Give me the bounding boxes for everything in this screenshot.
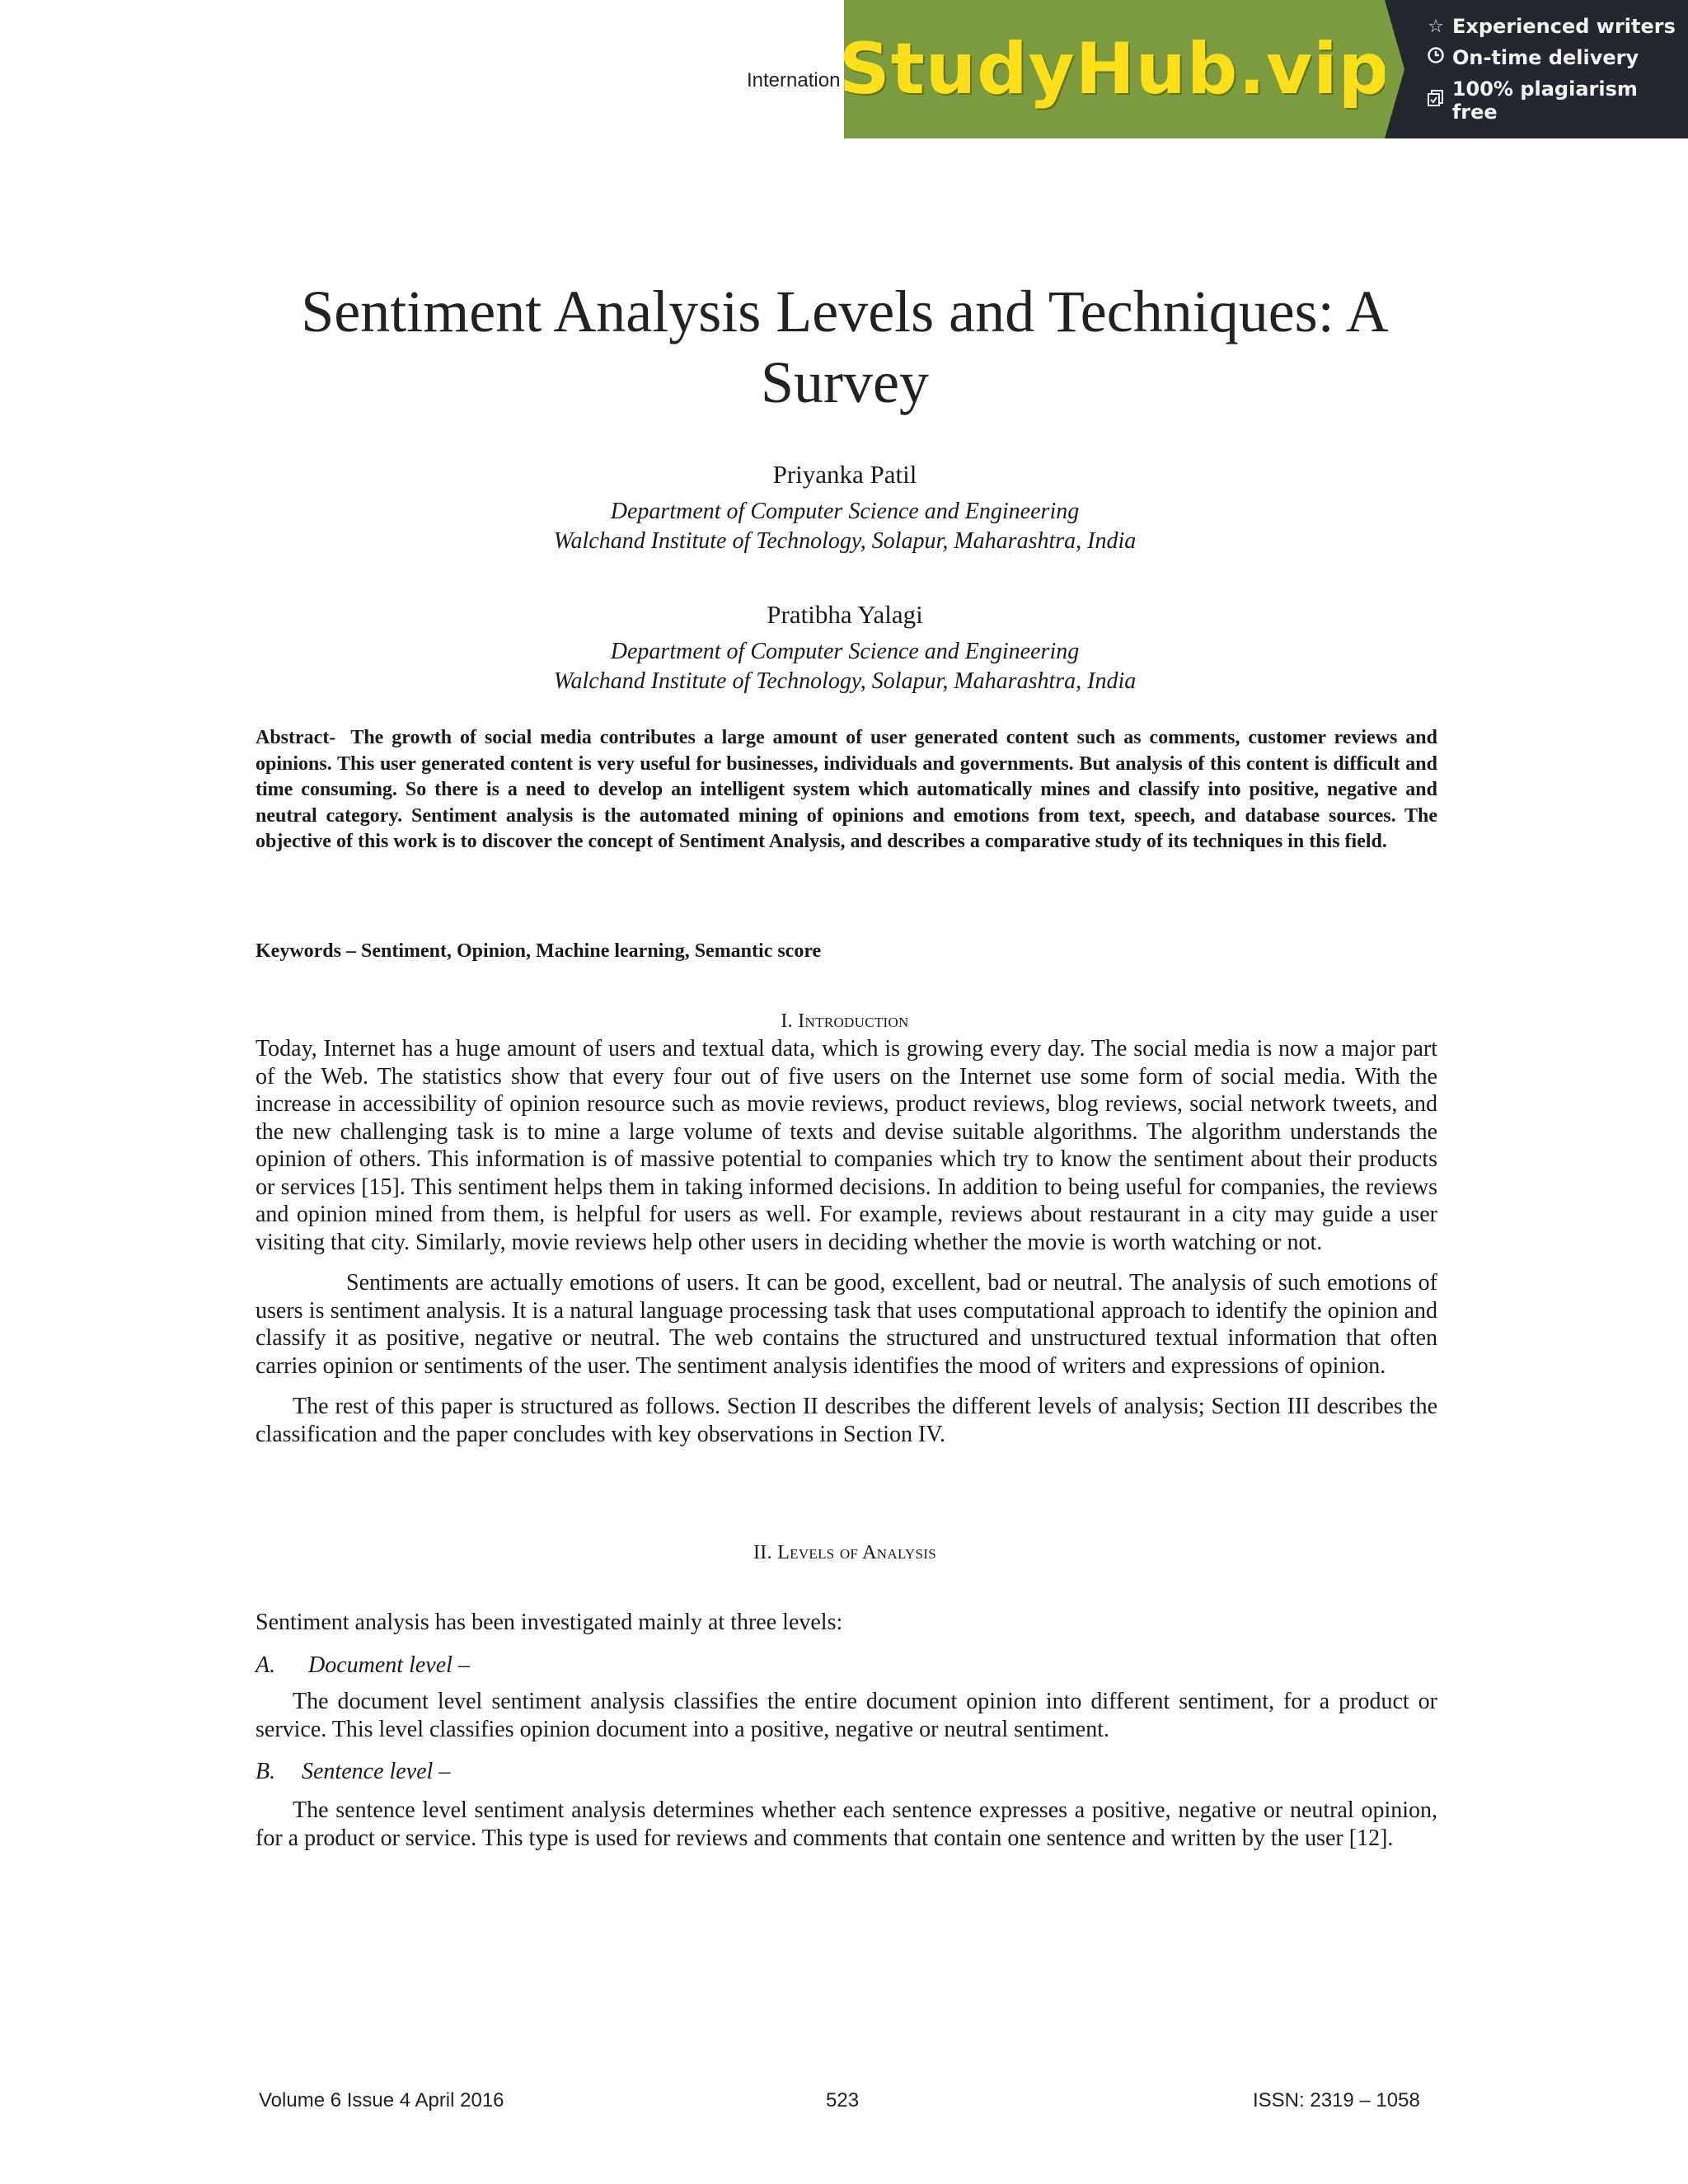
paragraph: The document level sentiment analysis classifies the entire document opinion into different sentiment, for a product or service. This level classifies opinion document into a positive, negative or neutral sentiment.	[256, 1689, 1437, 1742]
section-body	[256, 1035, 1437, 1448]
paragraph: The rest of this paper is structured as follows. Section II describes the different levels of analysis; Section III describes the classification and the paper concludes with key observations in Section IV.	[256, 1394, 1437, 1447]
journal-header: Internation	[747, 69, 841, 91]
feature-label: On-time delivery	[1452, 46, 1639, 69]
copy-check-icon	[1426, 89, 1446, 112]
paragraph: The sentence level sentiment analysis determines whether each sentence expresses a positive, negative or neutral opinion, for a product or service. This type is used for reviews and comments that contain one sentence and written by the user [12].	[256, 1797, 1437, 1851]
title-line: Survey	[761, 349, 929, 415]
studyhub-banner[interactable]	[838, 0, 1688, 138]
abstract-text: The growth of social media contributes a large amount of user generated content such as comments, customer reviews and opinions. This user generated content is very useful for businesses, individuals and governments. But analysis of this content is difficult and time consuming. So there is a need to develop an intelligent system which automatically mines and classify into positive, negative and neutral category. Sentiment analysis is the automated mining of opinions and emotions from text, speech, and database sources. The objective of this work is to discover the concept of Sentiment Analysis, and describes a comparative study of its techniques in this field.	[256, 727, 1437, 852]
footer-volume: Volume 6 Issue 4 April 2016	[259, 2089, 504, 2111]
author-institute: Walchand Institute of Technology, Solapur, Maharashtra, India	[553, 668, 1137, 694]
section-heading	[247, 1010, 1442, 1033]
author-name: Pratibha Yalagi	[767, 600, 923, 629]
feature-experienced-writers	[1426, 15, 1688, 38]
footer-issn: ISSN: 2319 – 1058	[1253, 2089, 1420, 2111]
feature-on-time-delivery	[1426, 46, 1688, 69]
footer-page-number: 523	[826, 2089, 860, 2111]
star-icon: ☆	[1428, 16, 1444, 37]
paper-title	[247, 276, 1442, 418]
abstract-label: Abstract-	[256, 727, 336, 748]
section-heading	[247, 1542, 1442, 1564]
title-line: Sentiment Analysis Levels and Techniques: A	[301, 279, 1389, 344]
author-department: Department of Computer Science and Engineering	[610, 499, 1080, 524]
author-name: Priyanka Patil	[772, 460, 917, 489]
feature-label: Experienced writers	[1452, 15, 1676, 38]
feature-plagiarism-free	[1426, 77, 1688, 124]
paragraph: Sentiments are actually emotions of users. It can be good, excellent, bad or neutral. The analysis of such emotions of users is sentiment analysis. It is a natural language processing task that uses computational approach to identify the opinion and classify it as positive, negative or neutral. The web contains the structured and unstructured textual information that often carries opinion or sentiments of the user. The sentiment analysis identifies the mood of writers and expressions of opinion.	[256, 1270, 1437, 1379]
subsection-title: Document level –	[308, 1652, 470, 1678]
author-affiliation	[247, 637, 1442, 696]
banner-brand-panel[interactable]	[838, 0, 1390, 138]
studyhub-logo[interactable]: StudyHub.vip	[838, 28, 1390, 110]
subsection-heading	[256, 1652, 470, 1679]
author-affiliation	[247, 497, 1442, 556]
paragraph: Sentiment analysis has been investigated mainly at three levels:	[256, 1610, 843, 1635]
author-department: Department of Computer Science and Engineering	[610, 639, 1080, 664]
feature-label: 100% plagiarism free	[1451, 77, 1638, 124]
section-number: I.	[781, 1010, 799, 1032]
subsection-number: B.	[256, 1759, 276, 1784]
section-title: Introduction	[798, 1010, 909, 1032]
subsection-heading	[256, 1759, 450, 1785]
banner-features	[1385, 0, 1688, 138]
abstract	[256, 725, 1437, 855]
clock-icon	[1426, 46, 1446, 69]
keywords: Keywords – Sentiment, Opinion, Machine learning, Semantic score	[256, 940, 822, 962]
author-institute: Walchand Institute of Technology, Solapur, Maharashtra, India	[553, 528, 1137, 554]
paragraph: Today, Internet has a huge amount of users and textual data, which is growing every day. The social media is now a major part of the Web. The statistics show that every four out of five users on the Internet use some form of social media. With the increase in accessibility of opinion resource such as movie reviews, product reviews, blog reviews, social network tweets, and the new challenging task is to mine a large volume of texts and devise suitable algorithms. The algorithm understands the opinion of others. This information is of massive potential to companies which try to know the sentiment about their products or services [15]. This sentiment helps them in taking informed decisions. In addition to being useful for companies, the reviews and opinion mined from them, is helpful for users as well. For example, reviews about restaurant in a city may guide a user visiting that city. Similarly, movie reviews help other users in deciding whether the movie is worth watching or not.	[256, 1036, 1437, 1255]
section-title: Levels of Analysis	[777, 1542, 936, 1563]
section-number: II.	[753, 1542, 778, 1563]
subsection-number: A.	[256, 1652, 276, 1678]
subsection-title: Sentence level –	[302, 1759, 451, 1784]
